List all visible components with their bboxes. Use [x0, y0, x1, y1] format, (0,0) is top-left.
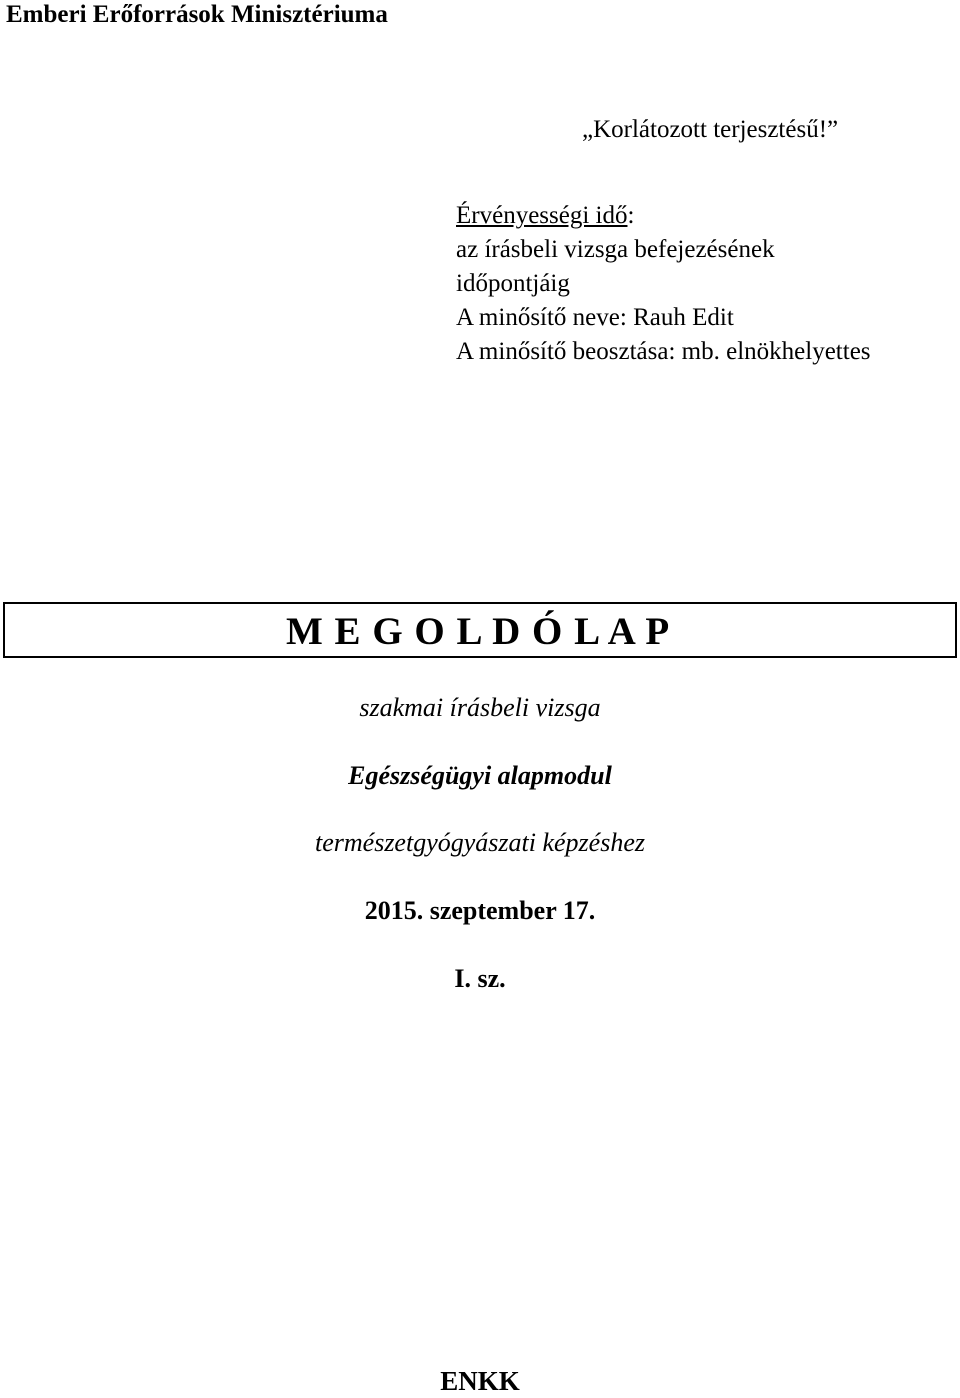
validity-line-2: időpontjáig	[456, 270, 570, 297]
module-name: Egészségügyi alapmodul	[348, 761, 612, 790]
classifier-name: A minősítő neve: Rauh Edit	[456, 304, 734, 331]
training-name: természetgyógyászati képzéshez	[315, 828, 645, 857]
validity-label: Érvényességi idő	[456, 202, 628, 229]
classifier-position: A minősítő beosztása: mb. elnökhelyettes	[456, 338, 871, 365]
validity-label-colon: :	[627, 202, 635, 229]
exam-type: szakmai írásbeli vizsga	[359, 693, 601, 722]
part-number: I. sz.	[454, 964, 506, 993]
validity-block	[456, 199, 871, 369]
restricted-distribution-notice: „Korlátozott terjesztésű!”	[582, 116, 839, 143]
page-title: M E G O L D Ó L A P	[286, 610, 671, 653]
validity-label-line	[456, 199, 871, 233]
ministry-name: Emberi Erőforrások Minisztériuma	[6, 1, 388, 28]
footer-org: ENKK	[440, 1366, 520, 1396]
validity-line-1: az írásbeli vizsga befejezésének	[456, 236, 775, 263]
title-box	[3, 602, 957, 658]
exam-date: 2015. szeptember 17.	[364, 896, 596, 925]
